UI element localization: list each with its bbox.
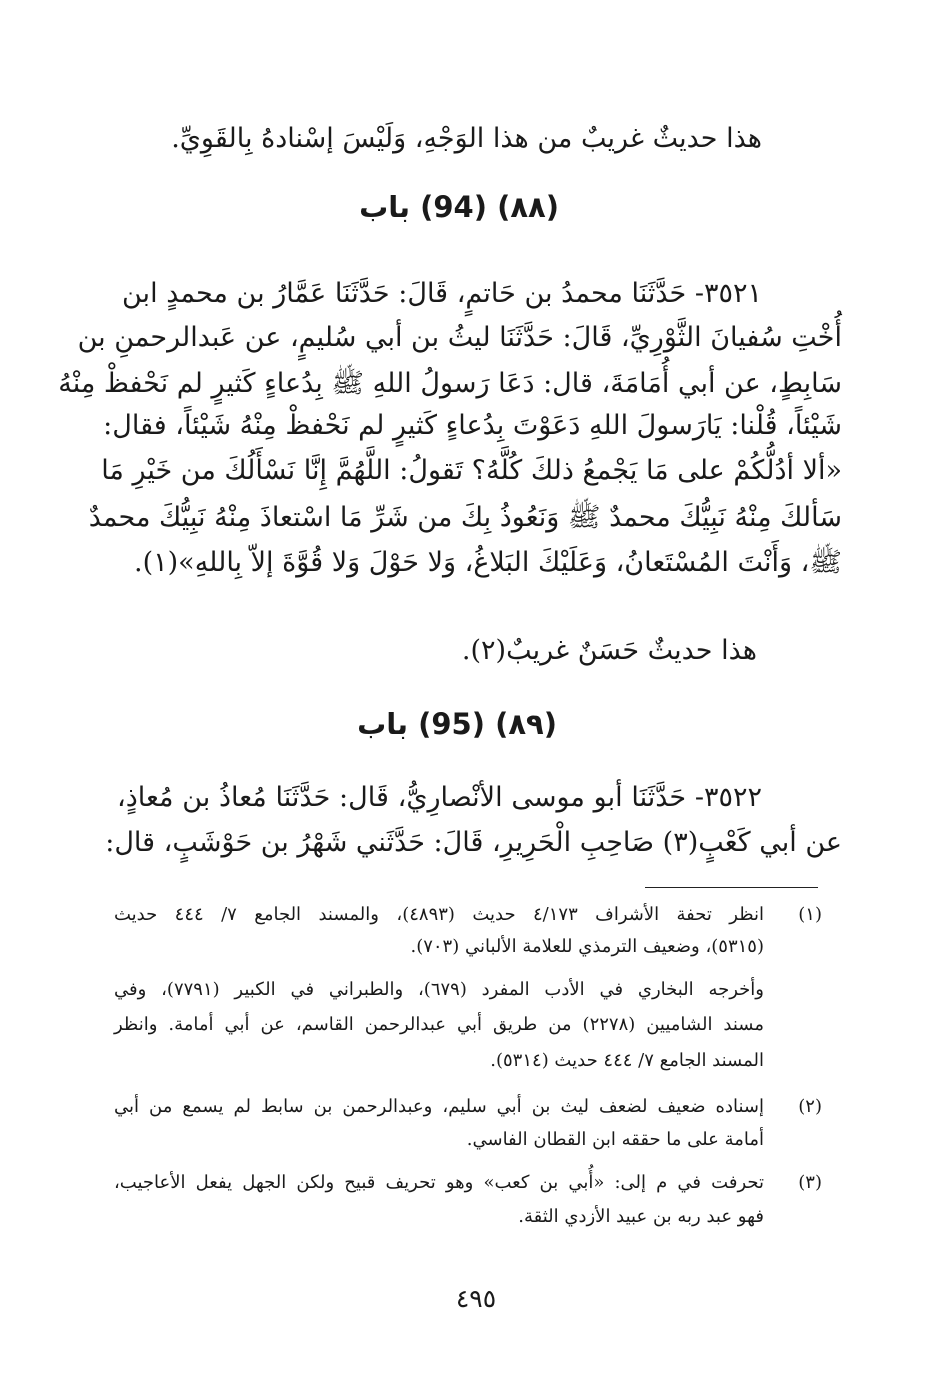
footnote-divider xyxy=(645,887,818,888)
hadith-3521-line-3: سَابِطٍ، عن أبي أُمَامَةَ، قال: دَعَا رَسولُ اللهِ ﷺ بِدُعاءٍ كَثيرٍ لم نَحْفظْ مِنْهُ xyxy=(58,368,842,399)
hadith-3522-line-2: عن أبي كَعْبٍ(٣) صَاحِبِ الْحَرِيرِ، قَالَ: حَدَّثَني شَهْرُ بن حَوْشَبٍ، قال: xyxy=(105,827,842,858)
footnote-1-line-4: مسند الشاميين (٢٢٧٨) من طريق أبي عبدالرحمن القاسم، عن أبي أمامة. وانظر xyxy=(114,1014,764,1035)
footnote-2-line-1: إسناده ضعيف لضعف ليث بن أبي سليم، وعبدالرحمن بن سابط لم يسمع من أبي xyxy=(114,1096,764,1117)
footnote-1-line-5: المسند الجامع ٧/ ٤٤٤ حديث (٥٣١٤). xyxy=(490,1050,764,1071)
footnote-1-line-2: (٥٣١٥)، وضعيف الترمذي للعلامة الألباني (٧٠٣). xyxy=(410,936,764,957)
hadith-3521-line-7: ﷺ، وَأَنْتَ المُسْتَعانُ، وَعَلَيْكَ البَلاغُ، وَلا حَوْلَ وَلا قُوَّةَ إلاّ بِاللهِ»(١). xyxy=(134,547,842,578)
hadith-3522-line-1: ٣٥٢٢- حَدَّثَنَا أبو موسى الأنْصارِيُّ، قَال: حَدَّثَنَا مُعاذُ بن مُعاذٍ، xyxy=(117,782,762,813)
hadith-3521-line-1: ٣٥٢١- حَدَّثَنَا محمدُ بن حَاتمٍ، قَالَ: حَدَّثَنَا عَمَّارُ بن محمدٍ ابن xyxy=(122,278,762,309)
footnote-3-line-2: فهو عبد ربه بن عبيد الأزدي الثقة. xyxy=(518,1206,764,1227)
footnote-1-number: (١) xyxy=(798,904,822,925)
hadith-3521-line-5: «ألا أدُلُّكُمْ على مَا يَجْمعُ ذلكَ كُلَّهُ؟ تَقولُ: اللَّهُمَّ إِنَّا نَسْأَلُكَ من خَيْرِ مَا xyxy=(101,455,842,486)
footnote-3-number: (٣) xyxy=(798,1172,822,1193)
hadith-3521-line-2: أُخْتِ سُفيانَ الثَّوْرِيِّ، قَالَ: حَدَّثَنَا ليثُ بن أبي سُليمٍ، عن عَبدالرحمنِ بن xyxy=(77,322,842,353)
intro-sentence: هذا حديثٌ غريبٌ من هذا الوَجْهِ، وَلَيْسَ إسْنادهُ بِالقَوِيِّ. xyxy=(171,123,762,154)
footnote-3-line-1: تحرفت في م إلى: «أُبي بن كعب» وهو تحريف قبيح ولكن الجهل يفعل الأعاجيب، xyxy=(114,1172,764,1193)
hadith-3521-line-4: شَيْئاً، قُلْنا: يَارَسولَ اللهِ دَعَوْتَ بِدُعاءٍ كَثيرٍ لم نَحْفظْ مِنْهُ شَيْئاً، فقال: xyxy=(103,410,842,441)
footnote-2-line-2: أمامة على ما حققه ابن القطان الفاسي. xyxy=(466,1129,764,1150)
page-number: ٤٩٥ xyxy=(455,1284,497,1313)
hadith-grading: هذا حديثٌ حَسَنٌ غريبٌ(٢). xyxy=(461,635,757,666)
footnote-1-line-3: وأخرجه البخاري في الأدب المفرد (٦٧٩)، والطبراني في الكبير (٧٧٩١)، وفي xyxy=(114,979,764,1000)
chapter-heading-88: (٨٨) (94) باب xyxy=(359,190,559,224)
hadith-3521-line-6: سَألكَ مِنْهُ نَبِيُّكَ محمدٌ ﷺ وَنَعُوذُ بِكَ من شَرِّ مَا اسْتعاذَ مِنْهُ نَبِيُّكَ محمدٌ xyxy=(88,502,842,533)
footnote-2-number: (٢) xyxy=(798,1096,822,1117)
footnote-1-line-1: انظر تحفة الأشراف ٤/١٧٣ حديث (٤٨٩٣)، والمسند الجامع ٧/ ٤٤٤ حديث xyxy=(114,904,764,925)
chapter-heading-89: (٨٩) (95) باب xyxy=(357,707,557,741)
